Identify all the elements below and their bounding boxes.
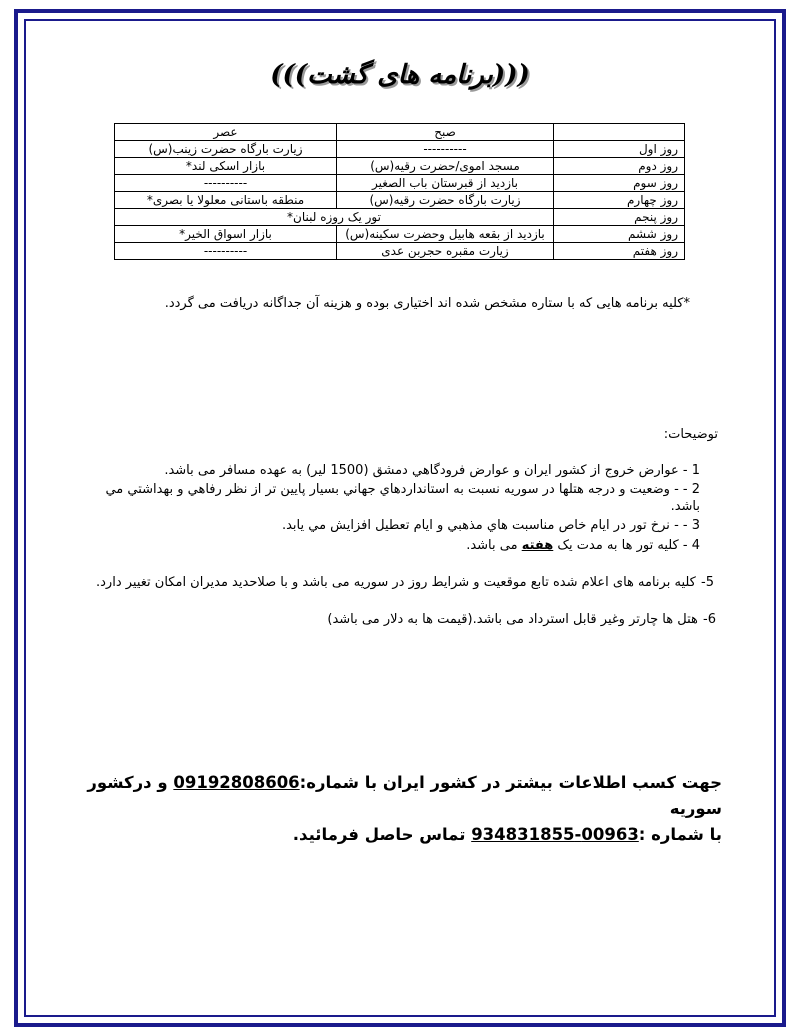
contact-line-2 [82, 822, 722, 848]
afternoon-cell: بازار اسواق الخیر* [115, 226, 337, 243]
table-row [115, 209, 685, 226]
table-row [115, 226, 685, 243]
header-morning: صبح [337, 124, 554, 141]
morning-cell: زیارت بارگاه حضرت رقیه(س) [337, 192, 554, 209]
day-cell: روز دوم [554, 158, 685, 175]
item-number: 1 - [682, 463, 700, 478]
header-afternoon: عصر [115, 124, 337, 141]
description-item [100, 517, 700, 534]
item-number: 5- [701, 575, 714, 590]
item-text-emphasis: هفته [521, 538, 554, 553]
item-text: نرخ تور در ایام خاص مناسبت هاي مذهبي و ایام تعطیل افزایش مي یابد. [281, 518, 670, 533]
afternoon-cell: بازار اسکی لند* [115, 158, 337, 175]
description-item [100, 537, 700, 554]
afternoon-cell: ---------- [115, 175, 337, 192]
iran-phone-number: 09192808606 [173, 773, 300, 792]
description-item [74, 574, 714, 591]
page-title: (((برنامه های گشت))) [270, 60, 530, 90]
table-row [115, 141, 685, 158]
item-text-before: کلیه تور ها به مدت یک [557, 538, 679, 553]
description-item [100, 481, 700, 515]
contact-line-1 [82, 770, 722, 822]
header-day [554, 124, 685, 141]
day-cell: روز سوم [554, 175, 685, 192]
morning-cell: بازدید از قبرستان باب الصغیر [337, 175, 554, 192]
table-row [115, 175, 685, 192]
morning-cell: ---------- [337, 141, 554, 158]
item-text: عوارض خروج از کشور ایران و عوارض فرودگاهي دمشق (1500 لیر) به عهده مسافر می باشد. [164, 463, 679, 478]
item-text-after: می باشد. [466, 538, 518, 553]
day-cell: روز اول [554, 141, 685, 158]
tour-schedule-table [114, 123, 685, 260]
morning-cell: بازدید از بقعه هابیل وحضرت سکینه(س) [337, 226, 554, 243]
syria-phone-number: 00963-934831855 [471, 825, 639, 844]
descriptions-heading: توضیحات: [663, 427, 718, 442]
contact-text: و درکشور سوریه [87, 773, 722, 818]
day-cell: روز چهارم [554, 192, 685, 209]
item-number: 6- [703, 612, 716, 627]
item-number: 3 - - [674, 518, 700, 533]
contact-text: با شماره : [638, 825, 722, 844]
contact-text: جهت کسب اطلاعات بیشتر در کشور ایران با شماره: [299, 773, 722, 792]
contact-text: تماس حاصل فرمائید. [292, 825, 466, 844]
morning-cell: مسجد اموی/حضرت رقیه(س) [337, 158, 554, 175]
description-item [100, 462, 700, 479]
contact-info [82, 770, 722, 848]
item-number: 4 - [682, 538, 700, 553]
afternoon-cell: منطقه باستانی معلولا یا بصری* [115, 192, 337, 209]
table-row [115, 158, 685, 175]
table-header-row [115, 124, 685, 141]
day-cell: روز هفتم [554, 243, 685, 260]
morning-cell: زیارت مقبره حجربن عدی [337, 243, 554, 260]
description-item [116, 611, 716, 628]
item-text: کلیه برنامه های اعلام شده تابع موقعیت و شرایط روز در سوریه می باشد و با صلاحدید مدیران امکان تغییر دارد. [96, 575, 696, 590]
day-cell: روز ششم [554, 226, 685, 243]
full-day-cell: تور یک روزه لبنان* [115, 209, 554, 226]
table-row [115, 192, 685, 209]
afternoon-cell: ---------- [115, 243, 337, 260]
day-cell: روز پنجم [554, 209, 685, 226]
item-text: هتل ها چارتر وغیر قابل استرداد می باشد.(قیمت ها به دلار می باشد) [327, 612, 698, 627]
item-text: وضعیت و درجه هتلها در سوریه نسبت به استانداردهاي جهاني بسیار پایین تر از نظر رفاهي و بهداشتي مي باشد. [105, 482, 700, 514]
afternoon-cell: زیارت بارگاه حضرت زینب(س) [115, 141, 337, 158]
table-row [115, 243, 685, 260]
optional-items-note: *کلیه برنامه هایی که با ستاره مشخص شده اند اختیاری بوده و هزینه آن جداگانه دریافت می گردد. [164, 296, 690, 311]
item-number: 2 - - [674, 482, 700, 497]
